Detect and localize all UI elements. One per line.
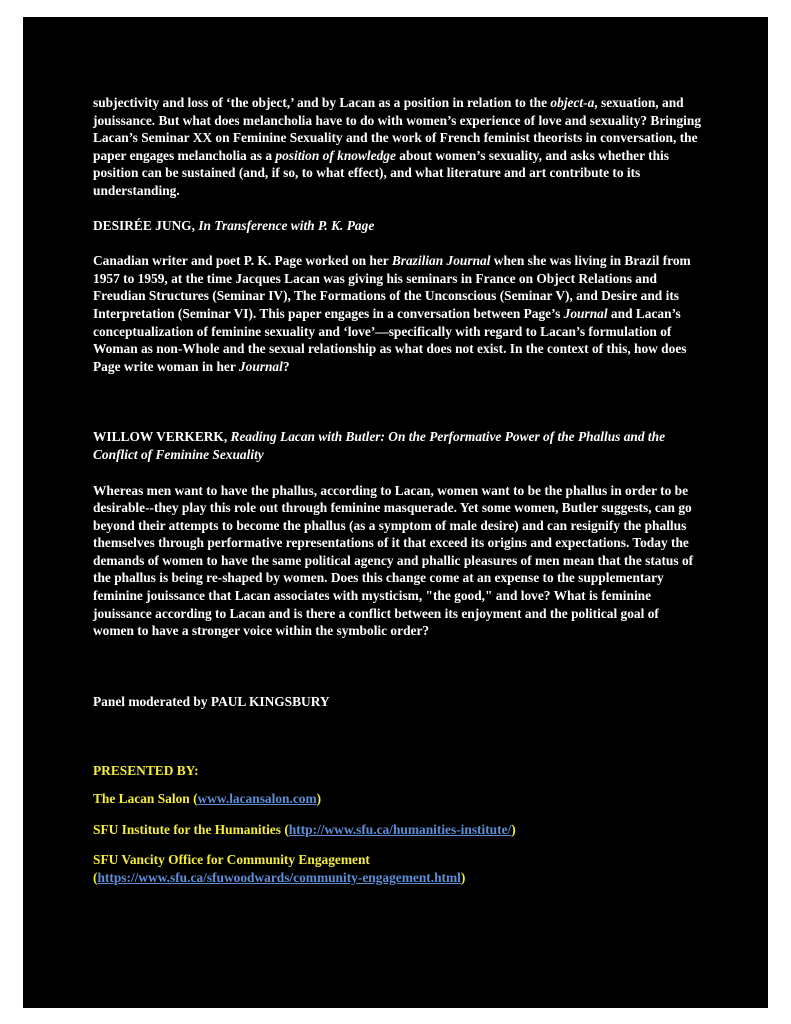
sponsor-link[interactable]: www.lacansalon.com (197, 791, 317, 807)
paper-title: Reading Lacan with Butler: On the Performative Power of the Phallus and the Conflict of Feminine Sexuality (93, 429, 666, 462)
sponsor-lacan-salon: The Lacan Salon (www.lacansalon.com) (93, 791, 322, 807)
sponsor-sfu-vancity: SFU Vancity Office for Community Engagement (https://www.sfu.ca/sfuwoodwards/community-engagement.html) (93, 852, 466, 885)
abstract-paragraph-verkerk: Whereas men want to have the phallus, according to Lacan, women want to be the phallus in order to be desirable--they play this role out through feminine masquerade. Yet some women, Butler suggests, can go beyond their attempts to become the phallus (as a symptom of male desire) and can resignify the phallus themselves through performative representations of it that exceed its origins and expectations. Today the demands of women to have the same political agency and phallic pleasures of men mean that the status of the phallus is being re-shaped by women. Does this change come at an expense to the supplementary feminine jouissance that Lacan associates with mysticism, "the good," and love? What is feminine jouissance according to Lacan and is there a conflict between its enjoyment and the political goal of women to have a stronger voice within the symbolic order? (93, 482, 694, 639)
document-body (93, 94, 703, 899)
sponsor-sfu-humanities: SFU Institute for the Humanities (http://www.sfu.ca/humanities-institute/) (93, 821, 516, 837)
paper-title: In Transference with P. K. Page (198, 217, 375, 233)
sponsor-link[interactable]: https://www.sfu.ca/sfuwoodwards/community-engagement.html (97, 869, 461, 885)
presented-by-label: PRESENTED BY: (93, 763, 199, 779)
moderator-line: Panel moderated by PAUL KINGSBURY (93, 693, 330, 709)
paper-heading-verkerk (93, 428, 703, 463)
author-name: WILLOW VERKERK, (93, 429, 228, 445)
paper-heading-jung (93, 217, 703, 235)
abstract-paragraph-jung: Canadian writer and poet P. K. Page worked on her Brazilian Journal when she was living in Brazil from 1957 to 1959, at the time Jacques Lacan was giving his seminars in France on Object Relations and Freudian Structures (Seminar IV), The Formations of the Unconscious (Seminar V), and Desire and its Interpretation (Seminar VI). This paper engages in a conversation between Page’s Journal and Lacan’s conceptualization of feminine sexuality and ‘love’—specifically with regard to Lacan’s formulation of Woman as non-Whole and the sexual relationship as what does not exist. In the context of this, how does Page write woman in her Journal? (93, 253, 691, 374)
sponsor-link[interactable]: http://www.sfu.ca/humanities-institute/ (288, 821, 512, 837)
author-name: DESIRÉE JUNG, (93, 217, 195, 233)
document-page (23, 17, 768, 1008)
abstract-paragraph-1: subjectivity and loss of ‘the object,’ and by Lacan as a position in relation to the object-a, sexuation, and jouissance. But what does melancholia have to do with women’s experience of love and sexuality? Bringing Lacan’s Seminar XX on Feminine Sexuality and the work of French feminist theorists in conversation, the paper engages melancholia as a position of knowledge about women’s sexuality, and asks whether this position can be sustained (and, if so, to what effect), and what literature and art contribute to its understanding. (93, 95, 702, 198)
